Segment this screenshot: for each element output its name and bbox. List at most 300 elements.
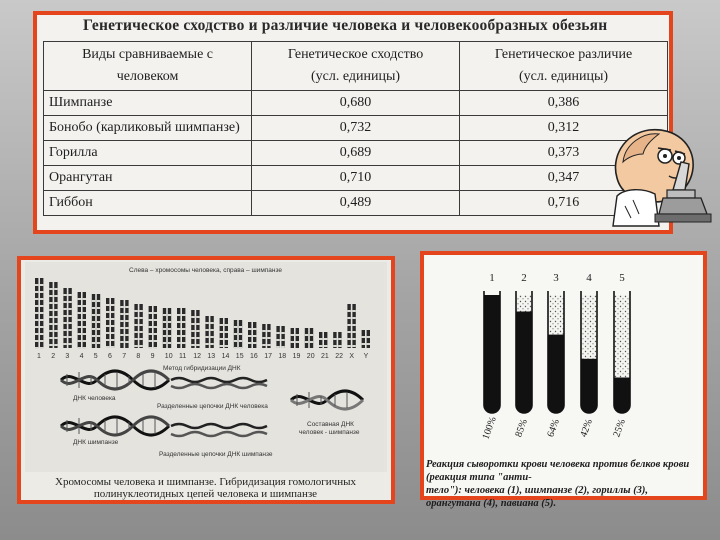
tube-percent-label: 85% (513, 417, 530, 439)
chromosome-band (106, 304, 109, 306)
chromosome-number: 18 (278, 353, 287, 360)
chromosome-number: 19 (292, 353, 301, 360)
chromosome-band (220, 324, 223, 326)
table-row (44, 141, 668, 166)
chromosome-band (352, 317, 355, 319)
chromosome-bar (305, 328, 308, 348)
chromosome-band (139, 310, 142, 312)
chromosome-band (139, 324, 142, 326)
chromosome-band (196, 330, 199, 332)
chromosome-band (177, 328, 180, 330)
chromosome-band (92, 328, 95, 330)
header-similarity-line1: Генетическое сходство (287, 47, 424, 62)
chromosome-band (276, 339, 279, 341)
chromosome-band (196, 344, 199, 346)
chromosome-band (63, 308, 66, 310)
chromosome-band (168, 328, 171, 330)
chromosome-band (106, 311, 109, 313)
chromosome-band (68, 315, 71, 317)
chromosome-band (92, 321, 95, 323)
chromosome-band (210, 329, 213, 331)
header-similarity (252, 42, 460, 91)
chromosome-number: 7 (122, 353, 127, 360)
chromosome-band (239, 326, 242, 328)
chromosome-band (35, 312, 38, 314)
chromosome-band (68, 343, 71, 345)
chromosome-band (68, 301, 71, 303)
chromosome-band (139, 331, 142, 333)
chromosome-band (63, 294, 66, 296)
chromosome-band (168, 321, 171, 323)
chromosome-band (83, 305, 86, 307)
chromosome-band (177, 342, 180, 344)
composite-dna-label-2: человек - шимпанзе (299, 429, 360, 436)
chromosome-band (83, 347, 86, 349)
difference-cell: 0,312 (460, 116, 668, 141)
chromosome-number: 14 (221, 353, 230, 360)
chromosome-band (177, 335, 180, 337)
chromosome-band (168, 335, 171, 337)
chromosome-band (106, 325, 109, 327)
chromosome-band (78, 347, 81, 349)
chromosome-band (324, 345, 327, 347)
chromosome-band (149, 347, 152, 349)
chromosome-band (253, 335, 256, 337)
chromosome-band (362, 343, 365, 345)
chromosome-number: 16 (250, 353, 258, 360)
chromosome-band (83, 312, 86, 314)
chromosome-bar (191, 310, 194, 348)
chromosome-band (347, 331, 350, 333)
chromosome-band (139, 345, 142, 347)
tube-number-label: 1 (489, 272, 495, 284)
method-label: Метод гибридизации ДНК (163, 365, 241, 372)
chromosome-band (149, 319, 152, 321)
tube-precipitate (548, 335, 564, 405)
chromosome-band (210, 336, 213, 338)
tube-bottom (614, 405, 630, 413)
chromosome-band (49, 337, 52, 339)
chromosome-bar (196, 310, 199, 348)
tube-number-label: 2 (521, 272, 527, 284)
chromosome-band (163, 328, 166, 330)
chromosome-band (68, 294, 71, 296)
chromosome-band (125, 334, 128, 336)
chromosome-band (276, 346, 279, 348)
chromosome-band (267, 337, 270, 339)
chromosome-band (125, 306, 128, 308)
test-tubes-figure (424, 255, 703, 455)
chromosome-band (120, 320, 123, 322)
chromosome-band (111, 311, 114, 313)
chromosome-caption-line1: Хромосомы человека и шимпанзе. Гибридизация гомологичных (55, 476, 356, 488)
chromosome-band (196, 323, 199, 325)
header-species (44, 42, 252, 91)
similarity-cell: 0,732 (252, 116, 460, 141)
chromosome-band (262, 337, 265, 339)
chromosome-figure (21, 260, 391, 500)
chromosome-band (83, 340, 86, 342)
species-cell: Шимпанзе (44, 91, 252, 116)
chromosome-band (276, 332, 279, 334)
chromosome-band (296, 334, 299, 336)
chromosome-bar (296, 328, 299, 348)
difference-cell: 0,716 (460, 191, 668, 216)
chromosome-band (154, 319, 157, 321)
chromosome-band (139, 317, 142, 319)
chromosome-band (83, 319, 86, 321)
tube-number-label: 3 (553, 272, 559, 284)
chromosome-bar (276, 326, 279, 348)
chromosome-band (154, 333, 157, 335)
chromosome-band (210, 322, 213, 324)
chromosome-number: 21 (321, 353, 329, 360)
difference-cell: 0,386 (460, 91, 668, 116)
chromosome-bar (310, 328, 313, 348)
chromosome-band (239, 347, 242, 349)
chromosome-band (68, 329, 71, 331)
tube-percent-label: 42% (578, 417, 595, 439)
chromosome-band (253, 328, 256, 330)
chromosome-band (125, 327, 128, 329)
chromosome-band (134, 331, 137, 333)
chromosome-number: 13 (207, 353, 216, 360)
chromosome-band (362, 336, 365, 338)
difference-cell: 0,373 (460, 141, 668, 166)
chromosome-band (347, 310, 350, 312)
chromosome-band (40, 326, 43, 328)
chromosome-band (35, 305, 38, 307)
chromosome-band (78, 319, 81, 321)
human-dna-label: ДНК человека (73, 395, 116, 402)
chromosome-band (134, 345, 137, 347)
chromosome-number: 20 (306, 353, 315, 360)
chromosome-band (54, 309, 57, 311)
chromosome-band (120, 334, 123, 336)
chromosome-band (234, 340, 237, 342)
chromosome-top-label: Слева – хромосомы человека, справа – шимпанзе (129, 267, 283, 274)
table-row (44, 166, 668, 191)
chromosome-band (49, 288, 52, 290)
chromosome-band (205, 343, 208, 345)
header-species-line2: человеком (116, 69, 179, 84)
chromosome-band (97, 307, 100, 309)
chromosome-band (97, 335, 100, 337)
tube-precipitate (484, 295, 500, 405)
tube-number-label: 5 (619, 272, 625, 284)
chromosome-band (49, 309, 52, 311)
chromosome-number: 10 (164, 353, 173, 360)
chromosome-band (125, 320, 128, 322)
serum-reaction-panel (420, 251, 707, 509)
chromosome-band (120, 327, 123, 329)
header-species-line1: Виды сравниваемые с (82, 47, 213, 62)
chromosome-band (281, 346, 284, 348)
chromosome-band (281, 332, 284, 334)
chromosome-band (338, 345, 341, 347)
chromosome-band (291, 341, 294, 343)
chromosome-band (35, 319, 38, 321)
chromosome-band (205, 322, 208, 324)
chromosome-band (63, 315, 66, 317)
chromosome-band (154, 312, 157, 314)
chromosome-band (92, 314, 95, 316)
chromosome-band (310, 341, 313, 343)
table-row (44, 191, 668, 216)
chromosome-band (40, 312, 43, 314)
chromosome-band (78, 326, 81, 328)
genetic-comparison-table (43, 41, 668, 216)
chromosome-band (347, 345, 350, 347)
chromosome-number: 9 (150, 353, 155, 360)
chromosome-band (125, 313, 128, 315)
tube-precipitate (516, 312, 532, 406)
tube-precipitate (581, 359, 597, 405)
chromosome-band (35, 291, 38, 293)
chromosome-band (163, 321, 166, 323)
chromosome-band (281, 339, 284, 341)
chromosome-band (248, 335, 251, 337)
chromosome-band (49, 323, 52, 325)
tube-bottom (548, 405, 564, 413)
chromosome-band (182, 342, 185, 344)
chromosome-band (54, 295, 57, 297)
chromosome-band (191, 337, 194, 339)
chromosome-band (196, 316, 199, 318)
chromosome-band (205, 336, 208, 338)
chromosome-band (168, 314, 171, 316)
chromosome-band (191, 330, 194, 332)
chromosome-band (182, 328, 185, 330)
chromosome-band (196, 337, 199, 339)
chromosome-band (40, 291, 43, 293)
chromosome-band (40, 305, 43, 307)
chromosome-band (125, 341, 128, 343)
chromosome-bar (63, 288, 66, 348)
chromosome-band (106, 346, 109, 348)
chromosome-band (163, 335, 166, 337)
chromosome-band (49, 316, 52, 318)
chromosome-band (97, 321, 100, 323)
similarity-cell: 0,489 (252, 191, 460, 216)
chromosome-band (191, 316, 194, 318)
header-difference (460, 42, 668, 91)
chromosome-band (267, 344, 270, 346)
table-header-row (44, 42, 668, 91)
chromosome-band (35, 347, 38, 349)
chromosome-band (367, 336, 370, 338)
chromosome-band (49, 330, 52, 332)
chromosome-number: 15 (235, 353, 244, 360)
chromosome-band (319, 345, 322, 347)
chromosome-band (305, 334, 308, 336)
chromosome-number: Y (363, 353, 369, 360)
header-similarity-line2: (усл. единицы) (311, 69, 401, 84)
chromosome-band (149, 340, 152, 342)
test-tubes (480, 272, 630, 441)
chromosome-band (210, 343, 213, 345)
chromosome-bar (367, 330, 370, 348)
chromosome-band (83, 333, 86, 335)
chromosome-band (352, 310, 355, 312)
chromosome-band (54, 323, 57, 325)
serum-caption-line2: тело"): человека (1), шимпанзе (2), гориллы (3), орангутана (4), павиана (5). (426, 485, 649, 509)
chromosome-band (225, 324, 228, 326)
chromosome-number: 1 (37, 353, 41, 360)
chromosome-band (40, 319, 43, 321)
chromosome-band (234, 326, 237, 328)
table-row (44, 116, 668, 141)
chromosome-band (54, 302, 57, 304)
chromosome-band (182, 314, 185, 316)
chromosome-band (111, 318, 114, 320)
chromosome-band (63, 343, 66, 345)
header-difference-line2: (усл. единицы) (518, 69, 609, 84)
chromosome-band (78, 312, 81, 314)
chromosome-number: 2 (51, 353, 56, 360)
chromosome-number: 3 (65, 353, 70, 360)
chromosome-band (35, 340, 38, 342)
chromosome-band (54, 344, 57, 346)
chromosome-band (352, 338, 355, 340)
chromosome-band (305, 341, 308, 343)
tube-bottom (516, 405, 532, 413)
chromosome-band (106, 339, 109, 341)
chromosome-band (191, 344, 194, 346)
chromosome-band (78, 333, 81, 335)
chromosome-band (97, 342, 100, 344)
chromosome-caption-line2: полинуклеотидных цепей человека и шимпанзе (93, 488, 318, 500)
composite-dna-label-1: Составная ДНК (307, 421, 354, 428)
chromosome-band (106, 318, 109, 320)
chromosome-band (352, 345, 355, 347)
chromosome-band (134, 310, 137, 312)
chimp-separated-label: Разделенные цепочки ДНК шимпанзе (159, 451, 273, 458)
chromosome-number: X (349, 353, 355, 360)
chromosome-band (54, 330, 57, 332)
chromosome-band (49, 302, 52, 304)
chromosome-band (220, 345, 223, 347)
chromosome-band (54, 316, 57, 318)
chromosome-band (347, 338, 350, 340)
chromosome-band (154, 326, 157, 328)
species-cell: Орангутан (44, 166, 252, 191)
chromosome-band (262, 330, 265, 332)
chromosome-band (177, 314, 180, 316)
species-cell: Горилла (44, 141, 252, 166)
chromosome-band (78, 298, 81, 300)
chromosome-band (205, 329, 208, 331)
chromosome-band (239, 340, 242, 342)
chromosome-number: 17 (264, 353, 272, 360)
chromosome-band (182, 321, 185, 323)
chromosome-band (267, 330, 270, 332)
chromosome-band (248, 328, 251, 330)
header-difference-line1: Генетическое различие (494, 47, 633, 62)
chromosome-number: 11 (179, 353, 187, 360)
chromosome-band (220, 338, 223, 340)
chromosome-band (83, 326, 86, 328)
chromosome-band (63, 329, 66, 331)
chromosome-band (92, 335, 95, 337)
chromosome-band (367, 343, 370, 345)
tube-percent-label: 100% (480, 415, 499, 441)
chromosome-band (134, 338, 137, 340)
chromosome-band (347, 317, 350, 319)
chromosome-band (338, 338, 341, 340)
chromosome-band (68, 322, 71, 324)
chromosome-band (168, 342, 171, 344)
chromosome-number: 8 (136, 353, 141, 360)
chromosome-band (149, 326, 152, 328)
chromosome-number: 5 (93, 353, 98, 360)
chromosome-band (111, 332, 114, 334)
chromosome-band (163, 342, 166, 344)
chromosome-band (78, 340, 81, 342)
chromosome-band (333, 338, 336, 340)
chromosome-band (63, 322, 66, 324)
chromosome-band (182, 335, 185, 337)
chromosome-band (40, 333, 43, 335)
chimp-dna-label: ДНК шимпанзе (73, 439, 119, 446)
chromosome-bar (281, 326, 284, 348)
similarity-cell: 0,710 (252, 166, 460, 191)
chromosome-band (40, 340, 43, 342)
chromosome-band (40, 298, 43, 300)
chromosome-band (92, 342, 95, 344)
scientist-microscope-icon (603, 118, 715, 226)
chromosome-band (111, 346, 114, 348)
chromosome-band (40, 284, 43, 286)
tube-percent-label: 25% (611, 417, 628, 439)
chromosome-band (134, 324, 137, 326)
chromosome-bar (362, 330, 365, 348)
similarity-cell: 0,680 (252, 91, 460, 116)
chromosome-number: 12 (193, 353, 201, 360)
chromosome-band (177, 321, 180, 323)
chromosome-band (106, 332, 109, 334)
chromosome-band (262, 344, 265, 346)
chromosome-band (40, 347, 43, 349)
chromosome-band (225, 338, 228, 340)
species-cell: Бонобо (карликовый шимпанзе) (44, 116, 252, 141)
chromosome-band (291, 334, 294, 336)
chromosome-number: 22 (335, 353, 343, 360)
table-row (44, 91, 668, 116)
chromosome-band (63, 336, 66, 338)
serum-caption-line1: Реакция сыворотки крови человека против белков крови (реакция типа "анти- (426, 459, 690, 483)
serum-reaction-caption (426, 458, 702, 510)
chromosome-band (220, 331, 223, 333)
chromosome-band (97, 328, 100, 330)
chromosome-band (54, 337, 57, 339)
chromosome-band (92, 307, 95, 309)
chromosome-bar (291, 328, 294, 348)
genetic-table-panel (33, 11, 673, 234)
chromosome-band (63, 301, 66, 303)
difference-cell: 0,347 (460, 166, 668, 191)
chromosome-band (296, 341, 299, 343)
human-separated-label: Разделенные цепочки ДНК человека (157, 403, 268, 410)
chromosome-band (111, 304, 114, 306)
chromosome-band (35, 298, 38, 300)
chromosome-band (92, 300, 95, 302)
chromosome-band (83, 298, 86, 300)
chromosome-caption (33, 476, 378, 500)
chromosome-band (139, 338, 142, 340)
chromosome-band (49, 344, 52, 346)
chromosome-band (352, 331, 355, 333)
